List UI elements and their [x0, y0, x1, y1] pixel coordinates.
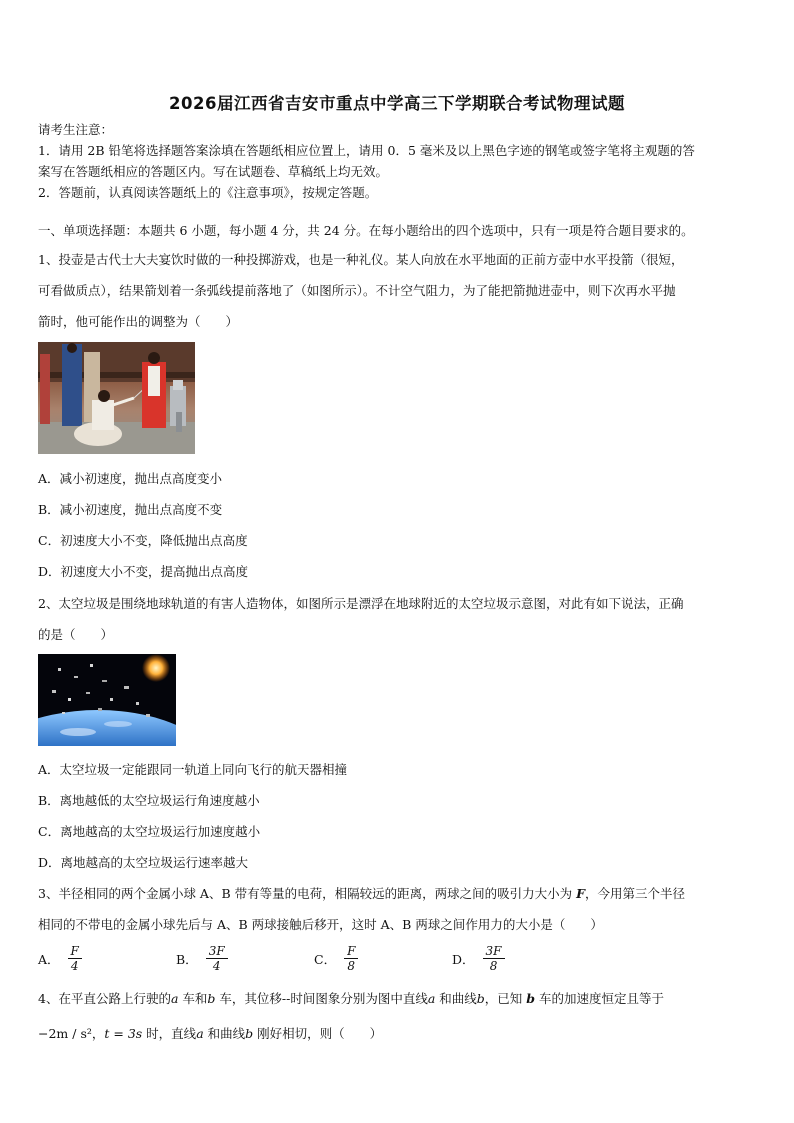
q2-option-c: C．离地越高的太空垃圾运行加速度越小 [38, 824, 261, 839]
q4-text-line-1: 4、在平直公路上行驶的a 车和b 车，其位移--时间图象分别为图中直线a 和曲线b，已知 b 车的加速度恒定且等于 [38, 991, 665, 1006]
q3-choice-d-fraction: $\frac{3F}{8}$ [483, 944, 505, 973]
notice-item-2: 2．答题前，认真阅读答题纸上的《注意事项》，按规定答题。 [38, 185, 378, 200]
q4-var-a: a [170, 991, 179, 1006]
space-debris-photo [38, 654, 176, 746]
q2-option-a: A．太空垃圾一定能跟同一轨道上同向飞行的航天器相撞 [38, 762, 348, 777]
q2-text-line-1: 2、太空垃圾是围绕地球轨道的有害人造物体，如图所示是漂浮在地球附近的太空垃圾示意图，对此有如下说法，正确 [38, 596, 684, 611]
notice-item-1-line-1: 1．请用 2B 铅笔将选择题答案涂填在答题纸相应位置上，请用 0．5 毫米及以上黑色字迹的钢笔或签字笔将主观题的答 [38, 143, 695, 158]
q3-choice-a-fraction: $\frac{F}{4}$ [68, 944, 82, 973]
notice-heading: 请考生注意： [38, 122, 114, 137]
q4-bold-b: b [526, 991, 536, 1006]
q2-option-d: D．离地越高的太空垃圾运行速率越大 [38, 855, 249, 870]
pitch-pot-photo [38, 342, 195, 454]
q1-text-line-3: 箭时，他可能作出的调整为（ ） [38, 314, 239, 329]
q1-option-a: A．减小初速度，抛出点高度变小 [38, 471, 223, 486]
q4-text-line-2: −2m / s²，t = 3s 时，直线a 和曲线b 刚好相切，则（ ） [38, 1026, 383, 1041]
q4-var-b: b [207, 991, 216, 1006]
q1-option-d: D．初速度大小不变，提高抛出点高度 [38, 564, 249, 579]
q3-choice-b-fraction: $\frac{3F}{4}$ [206, 944, 228, 973]
notice-item-1-line-2: 案写在答题纸相应的答题区内。写在试题卷、草稿纸上均无效。 [38, 164, 389, 179]
q3-force-symbol: F [576, 886, 585, 901]
q1-text-line-1: 1、投壶是古代士大夫宴饮时做的一种投掷游戏，也是一种礼仪。某人向放在水平地面的正前方壶中水平投箭（很短， [38, 252, 684, 267]
q4-acceleration: −2m / s² [38, 1026, 92, 1041]
q3-choice-a: A． $\frac{F}{4}$ [38, 944, 176, 973]
q2-text-line-2: 的是（ ） [38, 627, 114, 642]
q3-choice-d: D． $\frac{3F}{8}$ [452, 944, 590, 973]
q3-choice-b: B． $\frac{3F}{4}$ [176, 944, 314, 973]
page-title: 2026届江西省吉安市重点中学高三下学期联合考试物理试题 [169, 94, 625, 113]
q4-time: t = 3s [104, 1026, 143, 1041]
pitch-pot-illustration [38, 342, 195, 454]
q1-option-b: B．减小初速度，抛出点高度不变 [38, 502, 223, 517]
q2-option-b: B．离地越低的太空垃圾运行角速度越小 [38, 793, 260, 808]
q3-choices [38, 944, 590, 973]
q1-option-c: C．初速度大小不变，降低抛出点高度 [38, 533, 248, 548]
space-debris-illustration [38, 654, 176, 746]
q3-choice-c-fraction: $\frac{F}{8}$ [344, 944, 358, 973]
q3-text-line-2: 相同的不带电的金属小球先后与 A、B 两球接触后移开，这时 A、B 两球之间作用力的大小是（ ） [38, 917, 603, 932]
q1-text-line-2: 可看做质点），结果箭划着一条弧线提前落地了（如图所示）。不计空气阻力，为了能把箭抛进壶中，则下次再水平抛 [38, 283, 676, 298]
q3-text-line-1: 3、半径相同的两个金属小球 A、B 带有等量的电荷，相隔较远的距离，两球之间的吸引力大小为 F，今用第三个半径 [38, 886, 685, 901]
q3-choice-c: C． $\frac{F}{8}$ [314, 944, 452, 973]
section-heading: 一、单项选择题：本题共 6 小题，每小题 4 分，共 24 分。在每小题给出的四个选项中，只有一项是符合题目要求的。 [38, 223, 694, 238]
